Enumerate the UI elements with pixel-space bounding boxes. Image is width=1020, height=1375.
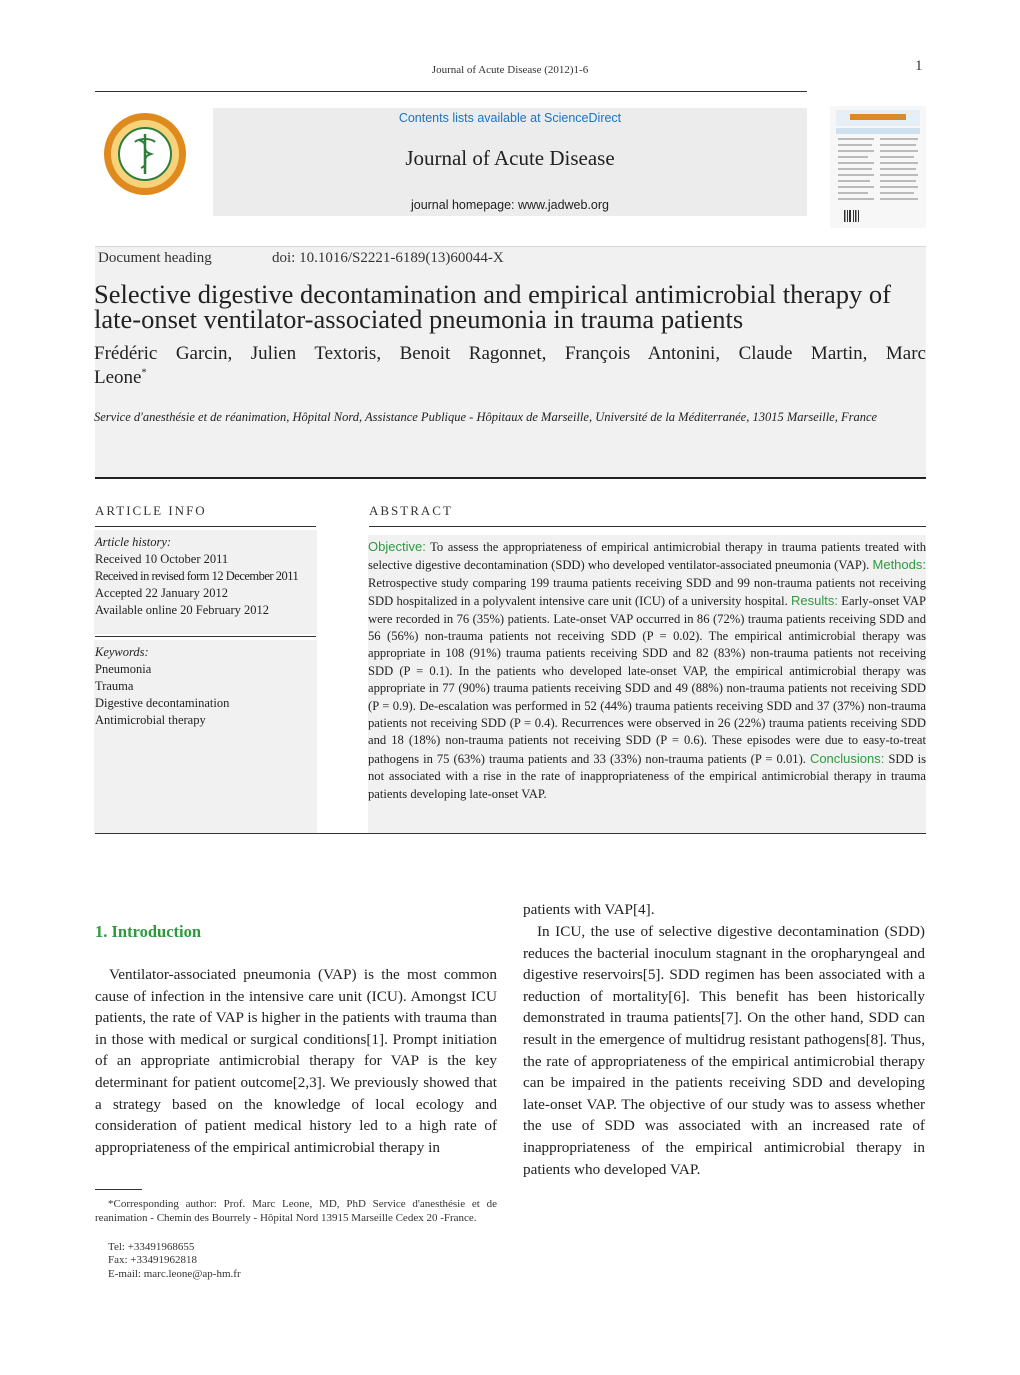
abstract-body <box>368 538 926 803</box>
introduction-paragraph-1-continued: patients with VAP[4]. <box>523 901 655 918</box>
page-number: 1 <box>915 58 923 74</box>
introduction-paragraph-1: Ventilator-associated pneumonia (VAP) is the most common cause of infection in the intensive care unit (ICU). Amongst ICU patients, the rate of VAP is higher in the patients with trauma than in those with medical or surgical conditions[1]. Prompt initiation of an appropriate antimicrobial therapy for VAP is the key determinant for patient outcome[2,3]. We previously showed that a strategy based on the knowledge of local ecology and consideration of patient medical history led to a high rate of appropriateness of the empirical antimicrobial therapy in <box>95 966 497 1156</box>
sciencedirect-link[interactable]: Contents lists available at ScienceDirect <box>398 111 622 125</box>
received-date: Received 10 October 2011 <box>95 552 229 566</box>
journal-homepage-link[interactable]: journal homepage: www.jadweb.org <box>410 198 610 212</box>
online-date: Available online 20 February 2012 <box>95 603 270 617</box>
abstract-bottom-rule <box>95 833 926 834</box>
authors-line-1: Frédéric Garcin, Julien Textoris, Benoit Ragonnet, François Antonini, Claude Martin, Marc <box>94 343 926 364</box>
header-rule <box>95 91 807 92</box>
journal-cover-thumbnail <box>830 106 926 228</box>
title-block-rule <box>95 477 926 479</box>
article-info-rule <box>95 526 316 527</box>
introduction-paragraph-2: In ICU, the use of selective digestive decontamination (SDD) reduces the bacterial inoculum stagnant in the oropharyngeal and digestive reservoirs[5]. SDD regimen has been associated with a reduction of mortality[6]. This benefit has been historically demonstrated in trauma patients[7]. On the other hand, SDD can result in the emergence of multidrug resistant pathogens[8]. Thus, the rate of appropriateness of the empirical antimicrobial therapy can be impaired in the patients receiving SDD and developing late-onset VAP. The objective of our study was to assess whether the use of SDD was associated with an increased rate of inappropriateness of the empirical antimicrobial therapy in patients who developed VAP. <box>523 923 925 1178</box>
history-label: Article history: <box>95 535 172 549</box>
journal-logo <box>103 112 187 196</box>
keyword: Pneumonia <box>95 662 152 676</box>
journal-title: Journal of Acute Disease <box>405 146 615 170</box>
running-head: Journal of Acute Disease (2012)1-6 <box>431 64 589 76</box>
objective-label: Objective: <box>368 539 426 554</box>
abstract-heading: ABSTRACT <box>369 503 453 518</box>
keyword: Antimicrobial therapy <box>95 713 206 727</box>
doi-link[interactable]: doi: 10.1016/S2221-6189(13)60044-X <box>272 250 504 266</box>
article-history <box>95 534 320 619</box>
keyword: Trauma <box>95 679 134 693</box>
corresponding-author-mark: * <box>141 367 147 379</box>
conclusions-label: Conclusions: <box>809 750 885 766</box>
corresponding-author-footnote: *Corresponding author: Prof. Marc Leone, MD, PhD Service d'anesthésie et de reanimation - Chemin des Bourrely - Hôpital Nord 13915 Marseille Cedex 20 -France. <box>95 1198 497 1224</box>
results-label: Results: <box>791 593 838 609</box>
objective-text: To assess the appropriateness of empirical antimicrobial therapy in trauma patients treated with selective digestive decontamination (SDD) who developed ventilator-associated pneumonia (VAP). <box>368 540 926 573</box>
keywords-rule <box>95 636 316 637</box>
footnote-fax: Fax: +33491962818 <box>108 1254 198 1266</box>
article-info-heading: ARTICLE INFO <box>95 503 207 518</box>
article-title: Selective digestive decontamination and empirical antimicrobial therapy of late-onset ventilator-associated pneumonia in trauma patients <box>94 279 891 334</box>
footnote-tel: Tel: +33491968655 <box>108 1241 195 1253</box>
results-text: Early-onset VAP were recorded in 76 (35%) patients. Late-onset VAP occurred in 86 (72%) trauma patients receiving SDD and 56 (56%) non-trauma patients not receiving SDD (P = 0.02). The empirical antimicrobial therapy was appropriate in 108 (91%) trauma patients receiving SDD and 82 (83%) non-trauma patients not receiving SDD (P = 0.1). In the patients who developed late-onset VAP, the empirical antimicrobial therapy was appropriate in 77 (90%) trauma patients receiving SDD and 49 (88%) non-trauma patients not receiving SDD (P = 0.9). De-escalation was performed in 52 (44%) trauma patients receiving SDD and 37 (37%) non-trauma patients not receiving SDD (P = 0.4). Recurrences were observed in 26 (22%) trauma patients receiving SDD and 18 (18%) non-trauma patients not receiving SDD (P = 0.6). These episodes were due to easy-to-treat pathogens in 75 (63%) trauma patients and 33 (33%) non-trauma patients (P = 0.01). <box>368 594 926 766</box>
footnote-email-link[interactable]: E-mail: marc.leone@ap-hm.fr <box>108 1268 241 1280</box>
author-name: Leone <box>94 367 142 388</box>
affiliation: Service d'anesthésie et de réanimation, Hôpital Nord, Assistance Publique - Hôpitaux de Marseille, Université de la Méditerranée, 13015 Marseille, France <box>94 410 878 424</box>
revised-date: Received in revised form 12 December 2011 <box>95 569 299 583</box>
introduction-heading: 1. Introduction <box>95 922 202 941</box>
methods-text: Retrospective study comparing 199 trauma patients receiving SDD and 99 non-trauma patients not receiving SDD hospitalized in a polyvalent intensive care unit (ICU) of a university hospital. <box>368 575 926 609</box>
authors-line-2 <box>94 367 146 389</box>
conclusions-text: SDD is not associated with a rise in the rate of inappropriateness of the empirical antimicrobial therapy in trauma patients developing late-onset VAP. <box>368 751 926 801</box>
keyword: Digestive decontamination <box>95 696 230 710</box>
abstract-rule <box>369 526 926 527</box>
methods-label: Methods: <box>872 557 926 573</box>
footnote-rule <box>95 1189 142 1190</box>
accepted-date: Accepted 22 January 2012 <box>95 586 228 600</box>
document-heading: Document heading <box>98 250 212 266</box>
keywords-list <box>95 644 320 729</box>
keywords-label: Keywords: <box>95 645 149 659</box>
